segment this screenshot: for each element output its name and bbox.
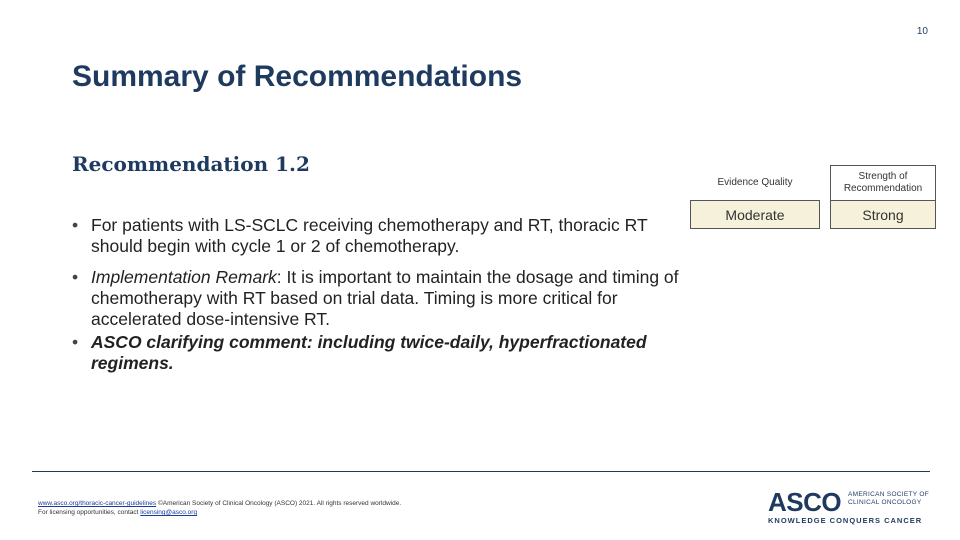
licensing-email-link[interactable]: licensing@asco.org xyxy=(140,509,198,516)
bullet-text: For patients with LS-SCLC receiving chemotherapy and RT, thoracic RT should begin with cycle 1 or 2 of chemotherapy. xyxy=(91,215,648,256)
logo-society-name: AMERICAN SOCIETY OF CLINICAL ONCOLOGY xyxy=(848,491,930,506)
strength-value: Strong xyxy=(831,201,936,229)
recommendation-bullets xyxy=(72,215,682,384)
ratings-table xyxy=(690,165,936,229)
footer-divider xyxy=(32,471,930,472)
footer xyxy=(38,499,401,517)
licensing-text: For licensing opportunities, contact xyxy=(38,509,141,516)
bullet-item xyxy=(72,215,682,257)
page-title: Summary of Recommendations xyxy=(72,60,523,93)
guidelines-link[interactable]: www.asco.org/thoracic-cancer-guidelines xyxy=(38,500,157,507)
bullet-item xyxy=(72,332,682,374)
copyright-text: ©American Society of Clinical Oncology (ASCO) 2021. All rights reserved worldwide. xyxy=(156,500,402,507)
implementation-remark-label: Implementation Remark xyxy=(91,267,277,287)
page-number: 10 xyxy=(916,26,928,37)
footer-line-1 xyxy=(38,499,401,508)
asco-logo xyxy=(768,488,930,528)
evidence-quality-value: Moderate xyxy=(691,201,820,229)
recommendation-subtitle: Recommendation 1.2 xyxy=(72,152,310,176)
bullet-item xyxy=(72,267,682,330)
bullet-text: : It is important to maintain the dosage and timing of chemotherapy with RT based on trial data. Timing is more critical for accelerated dose-intensive RT. xyxy=(91,267,679,329)
logo-tagline: KNOWLEDGE CONQUERS CANCER xyxy=(768,516,923,525)
evidence-quality-label: Evidence Quality xyxy=(691,166,820,201)
footer-line-2 xyxy=(38,508,401,517)
bullet-text: ASCO clarifying comment: including twice-daily, hyperfractionated regimens. xyxy=(91,332,647,373)
strength-label: Strength of Recommendation xyxy=(831,166,936,201)
logo-mark: ASCO xyxy=(768,487,842,517)
